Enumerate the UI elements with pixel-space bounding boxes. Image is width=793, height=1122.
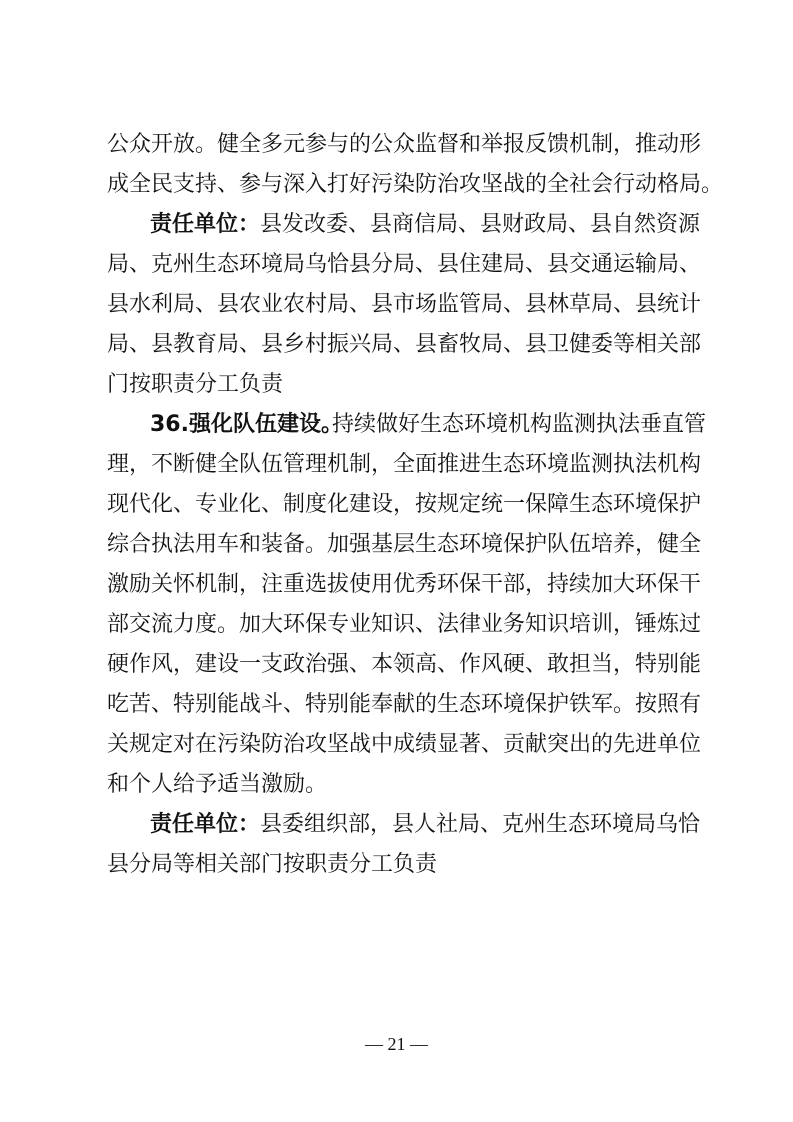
text-run: 现代化、专业化、制度化建设，按规定统一保障生态环境保护 bbox=[107, 492, 702, 517]
text-run: 硬作风，建设一支政治强、本领高、作风硬、敢担当，特别能 bbox=[107, 652, 702, 677]
text-run: 持续做好生态环境机构监测执法垂直管 bbox=[332, 412, 707, 437]
text-run: 公众开放。健全多元参与的公众监督和举报反馈机制，推动形 bbox=[107, 132, 702, 157]
text-run: 理，不断健全队伍管理机制，全面推进生态环境监测执法机构 bbox=[107, 452, 702, 477]
text-run: 门按职责分工负责 bbox=[107, 372, 284, 397]
text-run: 县分局等相关部门按职责分工负责 bbox=[107, 852, 438, 877]
text-run: 吃苦、特别能战斗、特别能奉献的生态环境保护铁军。按照有 bbox=[107, 692, 702, 717]
responsibility-label: 责任单位： bbox=[150, 812, 261, 837]
responsibility-label: 责任单位： bbox=[150, 212, 261, 237]
text-run: 局、县教育局、县乡村振兴局、县畜牧局、县卫健委等相关部 bbox=[107, 332, 702, 357]
text-run: 激励关怀机制，注重选拔使用优秀环保干部，持续加大环保干 bbox=[107, 572, 702, 597]
text-run: 部交流力度。加大环保专业知识、法律业务知识培训，锤炼过 bbox=[107, 612, 702, 637]
text-run: 成全民支持、参与深入打好污染防治攻坚战的全社会行动格局。 bbox=[107, 172, 724, 197]
text-run: 和个人给予适当激励。 bbox=[107, 772, 328, 797]
text-run: 综合执法用车和装备。加强基层生态环境保护队伍培养，健全 bbox=[107, 532, 702, 557]
text-run: 县委组织部，县人社局、克州生态环境局乌恰 bbox=[260, 812, 701, 837]
text-run: 县水利局、县农业农村局、县市场监管局、县林草局、县统计 bbox=[107, 292, 702, 317]
text-run: 关规定对在污染防治攻坚战中成绩显著、贡献突出的先进单位 bbox=[107, 732, 702, 757]
text-run: 县发改委、县商信局、县财政局、县自然资源 bbox=[260, 212, 701, 237]
section-heading: 36.强化队伍建设。 bbox=[150, 412, 343, 437]
text-run: 局、克州生态环境局乌恰县分局、县住建局、县交通运输局、 bbox=[107, 252, 702, 277]
page-number: — 21 — bbox=[365, 1034, 428, 1054]
